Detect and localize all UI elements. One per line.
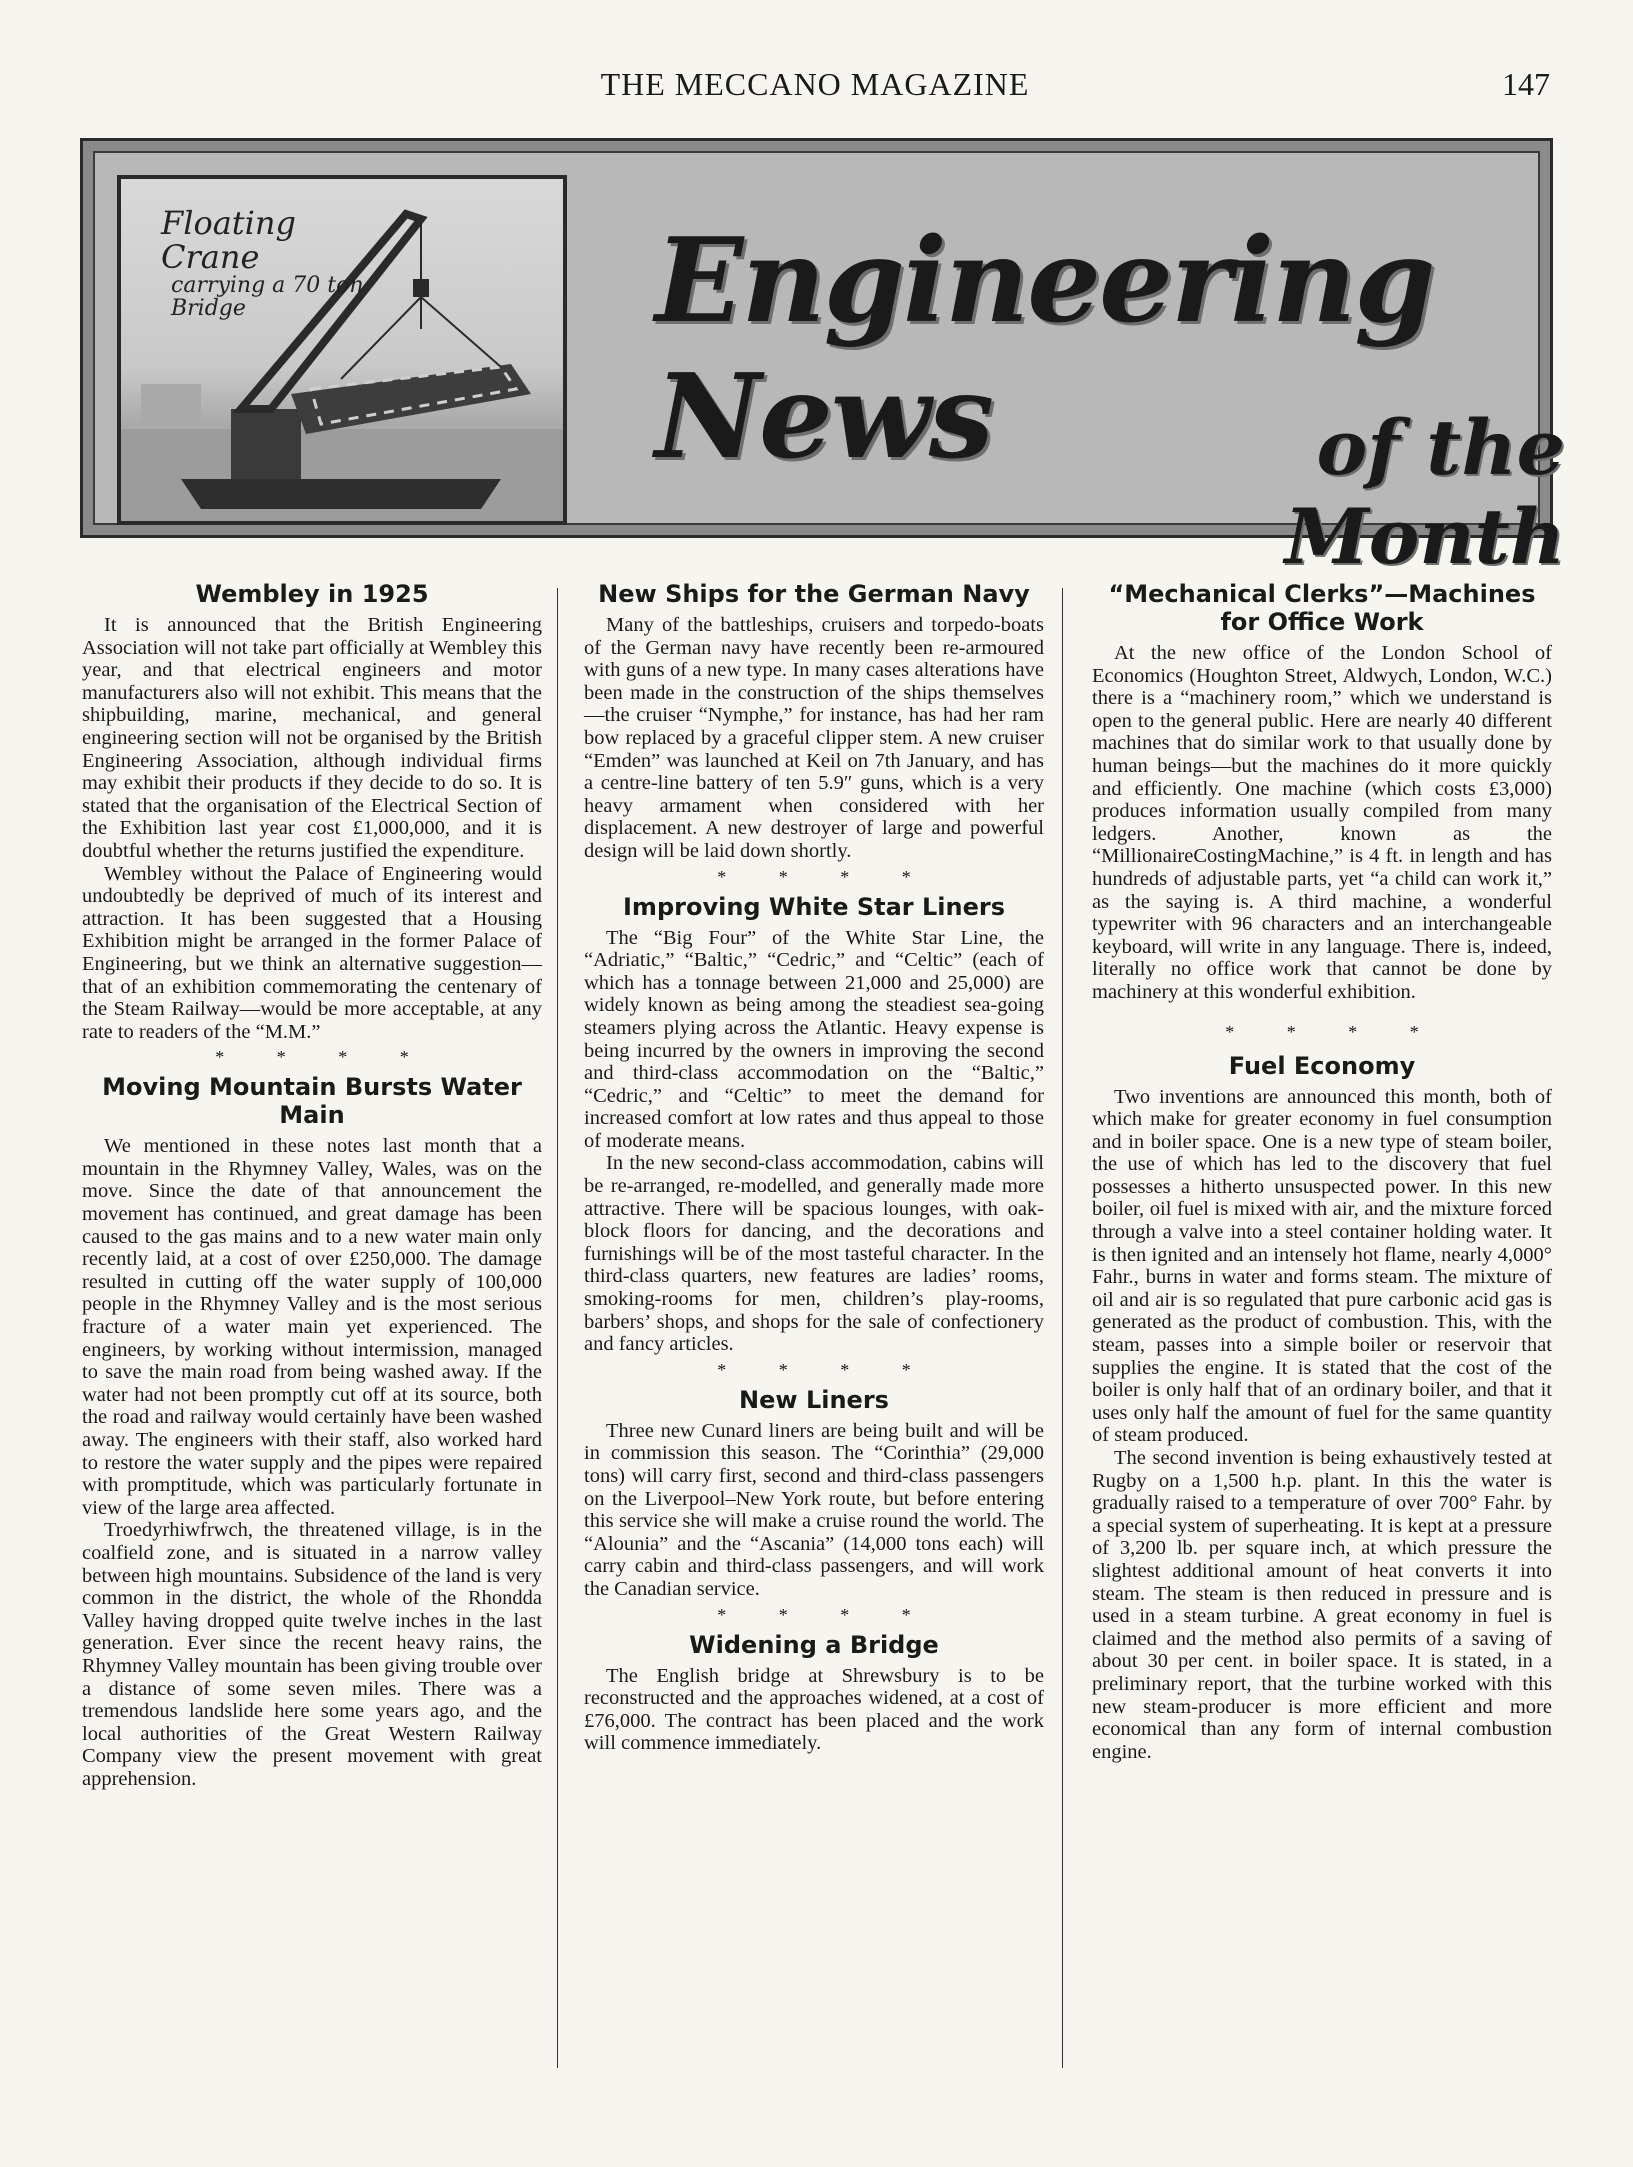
banner [80,138,1565,581]
article-paragraph: In the new second-class accommodation, cabins will be re-arranged, re-modelled, and generally made more attractive. There will be spacious lounges, with oak-block floors for dancing, and the decorations and furnishings will be of the most tasteful character. In the third-class quarters, new features are ladies’ rooms, smoking-rooms for men, children’s play-rooms, barbers’ shops, and shops for the sale of confectionery and fancy articles. [584,1152,1044,1356]
article-paragraph: Two inventions are announced this month, both of which make for greater economy in fuel consumption and in boiler space. One is a new type of steam boiler, the use of which has led to the discovery that fuel possesses a hitherto unsuspected power. In this new boiler, oil fuel is mixed with air, and the mixture forced through a valve into a steel container holding water. It is then ignited and an intensely hot flame, nearly 4,000° Fahr., burns in water and forms steam. The mixture of oil and air is so regulated that pure carbonic acid gas is generated as the product of combustion. This, with the steam, passes into a simple boiler or reservoir that supplies the engine. It is stated that the cost of the boiler is only half that of an ordinary boiler, and that it uses only half the amount of fuel for the same quantity of steam produced. [1092,1085,1552,1447]
article-paragraph: Troedyrhiwfrwch, the threatened village, is in the coalfield zone, and is situated in a narrow valley between high mountains. Subsidence of the land is very common in the district, the whole of the Rhondda Valley having dropped quite twelve inches in the last generation. Ever since the recent heavy rains, the Rhymney Valley mountain has been giving trouble over a distance of some seven miles. There was a tremendous landslide here some years ago, and the local authorities of the Great Western Railway Company view the present movement with great apprehension. [82,1519,542,1790]
running-head [80,66,1550,106]
article-paragraph: We mentioned in these notes last month that a mountain in the Rhymney Valley, Wales, was on the move. Since the date of that announcement the movement has continued, and great damage has been caused to the gas mains and to a new water main only recently laid, at a cost of over £250,000. The damage resulted in cutting off the water supply of 100,000 people in the Rhymney Valley and is the most serious fracture of a water main yet experienced. The engineers, by working without intermission, managed to save the main road from being washed away. If the water had not been promptly cut off at its source, both the road and railway would certainly have been washed away. The engineers with their staff, also worked hard to restore the water supply and the pipes were repaired with promptitude, which was particularly fortunate in view of the large area affected. [82,1135,542,1519]
article-mechanical-clerks [1092,580,1552,1004]
banner-panel [93,151,1565,581]
column-divider [557,588,558,2068]
article-paragraph: Many of the battleships, cruisers and torpedo-boats of the German navy have recently been re-armoured with guns of a new type. In many cases alterations have been made in the construction of the ships themselves—the cruiser “Nymphe,” for instance, has had her ram bow replaced by a graceful clipper stem. A new cruiser “Emden” was launched at Keil on 7th January, and has a centre-line battery of ten 5.9″ guns, which is a very heavy armament when considered with her displacement. A new destroyer of large and powerful design will be laid down shortly. [584,614,1044,862]
magazine-title: THE MECCANO MAGAZINE [600,66,1030,102]
article-wembley [82,580,542,1043]
article-paragraph: Wembley without the Palace of Engineering would undoubtedly be deprived of much of its interest and attraction. It has been suggested that a Housing Exhibition might be arranged in the former Palace of Engineering, but we think an alternative suggestion—that of an exhibition commemorating the centenary of the Steam Railway—would be more acceptable, at any rate to readers of the “M.M.” [82,862,542,1043]
article-paragraph: At the new office of the London School of Economics (Houghton Street, Aldwych, London, W.C.) there is a “machinery room,” which we understand is open to the general public. Here are nearly 40 different machines that do similar work to that usually done by human beings—but the machines do it more quickly and efficiently. One machine (which costs £3,000) produces information usually compiled from many ledgers. Another, known as the “MillionaireCostingMachine,” is 4 ft. in length and has hundreds of adjustable parts, yet “a child can work it,” as the saying is. A third machine, a wonderful typewriter with 96 characters and an interchangeable keyboard, will write in any language. There is, indeed, literally no office work that cannot be done by machinery at this wonderful exhibition. [1092,642,1552,1003]
article-german-navy [584,580,1044,863]
section-separator: * * * * [717,1359,935,1380]
article-moving-mountain [82,1073,542,1790]
article-white-star [584,893,1044,1356]
photo-caption-line2: carrying a 70 ton Bridge [171,273,364,322]
article-paragraph: The second invention is being exhaustively tested at Rugby on a 1,500 h.p. plant. In this the water is gradually raised to a temperature of over 700° Fahr. by a special system of superheating. It is kept at a pressure of 3,200 lb. per square inch, at which pressure the slightest additional amount of heat converts it into steam. The steam is then reduced in pressure and is used in a steam turbine. A great economy in fuel is claimed and the method also permits of a saving of about 30 per cent. in boiler space. It is stated, in a preliminary report, that the turbine worked with this new steam-producer is more efficient and more economical than any form of internal combustion engine. [1092,1447,1552,1763]
column-left [82,580,542,1791]
article-heading: Fuel Economy [1228,1051,1416,1080]
article-widening-bridge [584,1631,1044,1755]
banner-title: Engineering News [655,213,1434,485]
photo-caption-line1: Floating Crane [161,204,296,276]
floating-crane-photo [117,175,567,525]
article-heading: Moving Mountain Bursts Water Main [102,1073,522,1130]
article-paragraph: It is announced that the British Engineering Association will not take part officially at Wembley this year, and that electrical engineers and motor manufacturers also will not exhibit. This means that the shipbuilding, marine, mechanical, and general engineering section will not be organised by the British Engineering Association, although individual firms may exhibit their products if they decide to do so. It is stated that the organisation of the Electrical Section of the Exhibition last year cost £1,000,000, and it is doubtful whether the returns justified the expenditure. [82,614,542,862]
article-heading: Widening a Bridge [689,1630,939,1659]
article-heading: Wembley in 1925 [195,580,429,608]
section-separator: * * * * [717,1604,935,1625]
article-fuel-economy [1092,1052,1552,1764]
column-right [1092,580,1552,1763]
article-paragraph: The English bridge at Shrewsbury is to be reconstructed and the approaches widened, at a cost of £76,000. The contract has been placed and the work will commence immediately. [584,1664,1044,1755]
section-separator: * * * * [717,866,935,887]
article-heading: “Mechanical Clerks”—Machines for Office Work [1108,580,1536,636]
article-new-liners [584,1386,1044,1601]
article-paragraph: The “Big Four” of the White Star Line, the “Adriatic,” “Baltic,” “Cedric,” and “Celtic” (each of which has a tonnage between 21,000 and 25,000) are widely known as being among the steadiest sea-going steamers plying across the Atlantic. Heavy expense is being incurred by the owners in improving the second and third-class accommodation on the “Baltic,” “Cedric,” and “Celtic” to meet the demand for increased comfort at low rates and thus appeal to those of moderate means. [584,926,1044,1152]
page-number: 147 [1502,66,1550,102]
section-separator: * * * * [215,1047,433,1068]
article-heading: New Liners [739,1385,889,1414]
article-paragraph: Three new Cunard liners are being built and will be in commission this season. The “Corinthia” (29,000 tons) will carry first, second and third-class passengers on the Liverpool–New York route, but before entering this service she will make a cruise round the world. The “Alounia” and the “Ascania” (14,000 tons each) will carry cabin and third-class passengers, and will work the Canadian service. [584,1419,1044,1600]
section-separator: * * * * [1225,1021,1443,1042]
column-divider [1062,588,1063,2068]
banner-subtitle: of the Month [1284,403,1565,581]
column-middle [584,580,1044,1755]
article-heading: New Ships for the German Navy [598,580,1030,608]
article-heading: Improving White Star Liners [623,892,1005,921]
photo-caption [161,204,401,322]
